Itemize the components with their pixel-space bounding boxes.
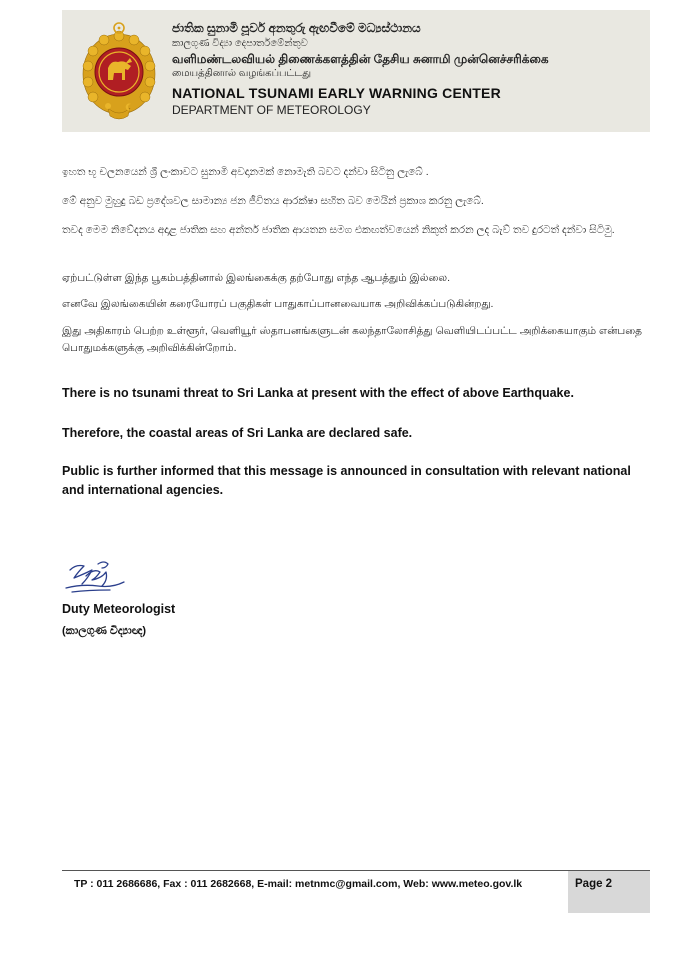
tamil-paragraph-2: எனவே இலங்கையின் கரையோரப் பகுதிகள் பாதுகாப்பானவையாக அறிவிக்கப்படுகின்றது.: [62, 298, 494, 310]
tamil-paragraph-3: இது அதிகாரம் பெற்ற உள்ளூர், வெளியூர் ஸ்தாபனங்களுடன் கலந்தாலோசித்து வெளியிடப்பட்ட அறிக்கையாகும் என்பதை பொதுமக்களுக்கு அறிவிக்கின்றோம்.: [62, 325, 642, 354]
tamil-section-2: [62, 296, 642, 313]
tamil-section: [62, 270, 642, 287]
header-tamil-title: வளிமண்டலவியல் திணைக்களத்தின் தேசிய சுனாமி முன்னெச்சரிக்கை: [172, 52, 549, 66]
header-sinhala-title: ජාතික සුනාමි පූර්ව අනතුරු ඇඟවීමේ මධ්‍යස්ථානය: [172, 21, 421, 35]
header-sinhala-subtitle: කාලගුණ විද්‍යා දෙපාර්තමේන්තුව: [172, 38, 308, 49]
page-number: Page 2: [575, 878, 613, 890]
tamil-section-3: [62, 323, 642, 357]
signatory-subtitle: (කාලගුණ විද්‍යාඥ): [62, 625, 147, 637]
header-english-subtitle: DEPARTMENT OF METEOROLOGY: [172, 103, 371, 117]
sinhala-paragraph-2: මේ අනුව මුහුදු බඩ ප්‍රදේශවල සාමාන්‍ය ජන ජීවිතය ආරක්ෂා සහිත බව මෙයින් ප්‍රකාශ කරනු ලැබේ.: [62, 195, 484, 207]
sinhala-section: [62, 164, 642, 181]
footer-divider: [62, 870, 650, 871]
sinhala-section-2: [62, 193, 642, 210]
letterhead-text: [172, 22, 642, 120]
english-paragraph-2: Therefore, the coastal areas of Sri Lanka are declared safe.: [62, 426, 413, 440]
sinhala-paragraph-1: ඉහත භූ චලනයෙන් ශ්‍රී ලංකාවට සුනාමි අවදානමක් නොමැති බවට දන්වා සිටිනු ලැබේ .: [62, 166, 429, 178]
sri-lanka-emblem-icon: [78, 20, 160, 122]
footer-contact-info: TP : 011 2686686, Fax : 011 2682668, E-mail: metnmc@gmail.com, Web: www.meteo.gov.lk: [74, 878, 523, 890]
english-paragraph-3: Public is further informed that this message is announced in consultation with relevant national and international agencies.: [62, 464, 631, 497]
sinhala-paragraph-3: තවද මෙම නිවේදනය අදාළ ජාතික සහ අන්තර් ජාතික ආයතන සමග එකඟත්වයෙන් නිකුත් කරන ලද බැව් තව දුරටත් දන්වා සිටිමු.: [62, 224, 615, 236]
sinhala-section-3: [62, 222, 640, 239]
signatory-title: Duty Meteorologist: [62, 602, 176, 616]
tamil-paragraph-1: ஏற்பட்டுள்ள இந்த பூகம்பத்தினால் இலங்கைக்கு தற்போது எந்த ஆபத்தும் இல்லை.: [62, 272, 451, 284]
header-tamil-subtitle: மையத்தினால் வழங்கப்பட்டது: [172, 68, 312, 79]
handwritten-signature-icon: [62, 556, 128, 598]
english-paragraph-1: There is no tsunami threat to Sri Lanka at present with the effect of above Earthquake.: [62, 386, 574, 400]
header-english-title: NATIONAL TSUNAMI EARLY WARNING CENTER: [172, 85, 501, 101]
